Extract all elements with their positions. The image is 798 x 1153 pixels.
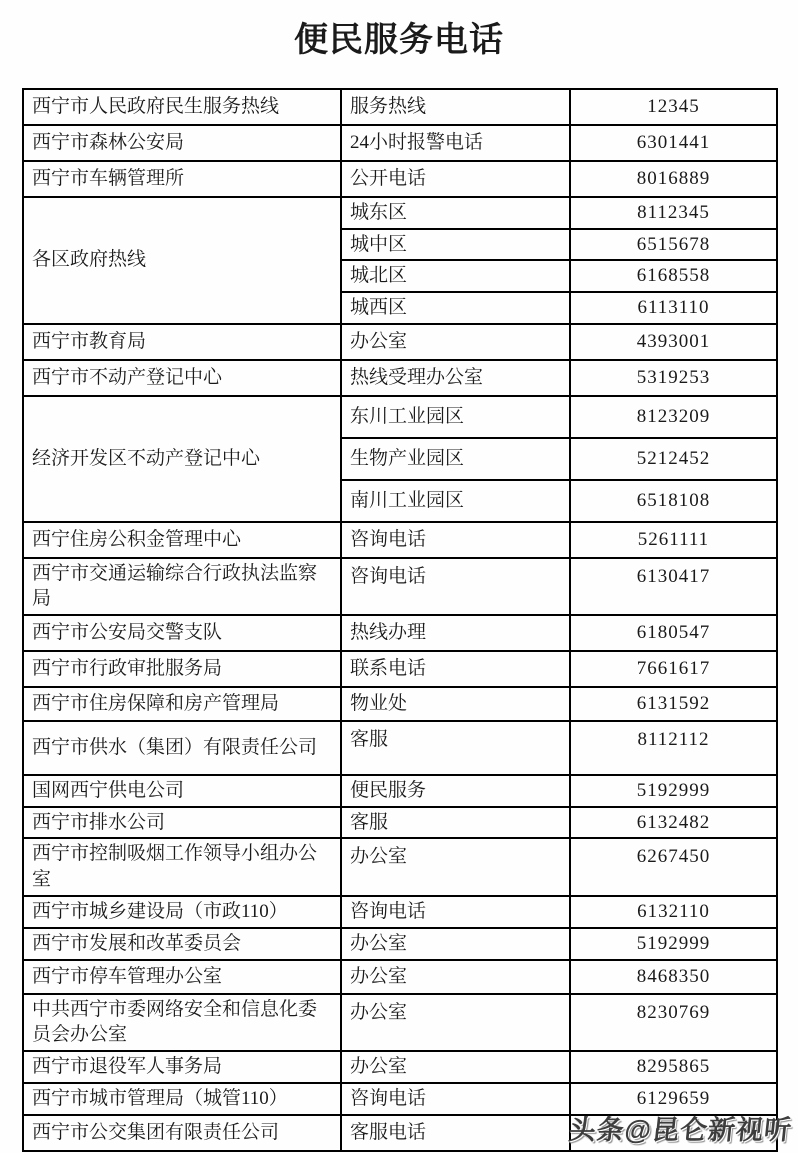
service-label-cell: 联系电话: [341, 651, 570, 687]
phone-number-cell: 6515678: [570, 229, 777, 261]
org-cell: 西宁市公安局交警支队: [23, 615, 341, 651]
org-cell: 国网西宁供电公司: [23, 775, 341, 807]
service-label-cell: 咨询电话: [341, 558, 570, 615]
service-label-cell: 服务热线: [341, 89, 570, 125]
phone-number-cell: 8230769: [570, 994, 777, 1051]
org-cell: 中共西宁市委网络安全和信息化委员会办公室: [23, 994, 341, 1051]
org-cell: 西宁住房公积金管理中心: [23, 522, 341, 558]
org-cell: 西宁市停车管理办公室: [23, 960, 341, 994]
phone-number-cell: 6132110: [570, 896, 777, 928]
phone-number-cell: 6168558: [570, 260, 777, 292]
table-row: [23, 197, 777, 229]
phone-number-cell: 6518108: [570, 480, 777, 522]
phone-number-cell: 4393001: [570, 324, 777, 360]
service-label-cell: 热线受理办公室: [341, 360, 570, 396]
table-row: [23, 522, 777, 558]
org-cell: 西宁市控制吸烟工作领导小组办公室: [23, 838, 341, 895]
service-label-cell: 物业处: [341, 687, 570, 721]
phone-number-cell: 6129659: [570, 1083, 777, 1115]
table-body: [23, 89, 777, 1151]
service-label-cell: 客服: [341, 721, 570, 775]
service-label-cell: 城北区: [341, 260, 570, 292]
service-label-cell: 客服: [341, 807, 570, 839]
service-label-cell: 办公室: [341, 960, 570, 994]
org-cell: 西宁市教育局: [23, 324, 341, 360]
table-row: [23, 994, 777, 1051]
service-label-cell: 生物产业园区: [341, 438, 570, 480]
service-label-cell: 办公室: [341, 838, 570, 895]
phone-number-cell: 8016889: [570, 161, 777, 197]
org-cell: 西宁市发展和改革委员会: [23, 928, 341, 960]
phone-number-cell: 5261111: [570, 522, 777, 558]
phone-number-cell: 5192999: [570, 775, 777, 807]
phone-number-cell: 8295865: [570, 1051, 777, 1083]
phone-number-cell: 8468350: [570, 960, 777, 994]
table-row: [23, 838, 777, 895]
phone-number-cell: 5192999: [570, 928, 777, 960]
service-label-cell: 热线办理: [341, 615, 570, 651]
org-cell: 西宁市排水公司: [23, 807, 341, 839]
service-label-cell: 城西区: [341, 292, 570, 324]
service-label-cell: 咨询电话: [341, 1083, 570, 1115]
org-cell: 各区政府热线: [23, 197, 341, 324]
phone-number-cell: 6180547: [570, 615, 777, 651]
service-label-cell: 东川工业园区: [341, 396, 570, 438]
service-label-cell: 城中区: [341, 229, 570, 261]
org-cell: 西宁市城市管理局（城管110）: [23, 1083, 341, 1115]
service-label-cell: 咨询电话: [341, 522, 570, 558]
org-cell: 西宁市住房保障和房产管理局: [23, 687, 341, 721]
service-label-cell: 办公室: [341, 994, 570, 1051]
org-cell: 西宁市森林公安局: [23, 125, 341, 161]
org-cell: 西宁市人民政府民生服务热线: [23, 89, 341, 125]
service-label-cell: 24小时报警电话: [341, 125, 570, 161]
phone-number-cell: 5212452: [570, 438, 777, 480]
watermark: 头条@昆仑新视听: [566, 1115, 794, 1145]
org-cell: 西宁市供水（集团）有限责任公司: [23, 721, 341, 775]
page-title: 便民服务电话: [294, 22, 504, 59]
org-cell: 西宁市退役军人事务局: [23, 1051, 341, 1083]
table-row: [23, 687, 777, 721]
table-row: [23, 558, 777, 615]
org-cell: 西宁市交通运输综合行政执法监察局: [23, 558, 341, 615]
table-row: [23, 960, 777, 994]
org-cell: 西宁市不动产登记中心: [23, 360, 341, 396]
table-row: [23, 775, 777, 807]
service-label-cell: 办公室: [341, 324, 570, 360]
table-row: [23, 125, 777, 161]
service-label-cell: 南川工业园区: [341, 480, 570, 522]
service-label-cell: 便民服务: [341, 775, 570, 807]
service-label-cell: 公开电话: [341, 161, 570, 197]
phone-number-cell: 6132482: [570, 807, 777, 839]
table-row: [23, 615, 777, 651]
phone-number-cell: 6267450: [570, 838, 777, 895]
service-label-cell: 客服电话: [341, 1115, 570, 1151]
org-cell: 西宁市城乡建设局（市政110）: [23, 896, 341, 928]
phone-number-cell: 6131592: [570, 687, 777, 721]
org-cell: 西宁市行政审批服务局: [23, 651, 341, 687]
phone-number-cell: 7661617: [570, 651, 777, 687]
table-row: [23, 161, 777, 197]
phone-number-cell: 6113110: [570, 292, 777, 324]
table-row: [23, 651, 777, 687]
org-cell: 经济开发区不动产登记中心: [23, 396, 341, 522]
table-row: [23, 360, 777, 396]
phone-number-cell: 8123209: [570, 396, 777, 438]
table-row: [23, 396, 777, 438]
phone-number-cell: 6130417: [570, 558, 777, 615]
table-row: [23, 1051, 777, 1083]
table-row: [23, 807, 777, 839]
table-row: [23, 324, 777, 360]
phone-number-cell: 6301441: [570, 125, 777, 161]
table-row: [23, 928, 777, 960]
phone-number-cell: 8112112: [570, 721, 777, 775]
org-cell: 西宁市公交集团有限责任公司: [23, 1115, 341, 1151]
service-label-cell: 城东区: [341, 197, 570, 229]
phone-number-cell: 5319253: [570, 360, 777, 396]
table-row: [23, 721, 777, 775]
phone-number-cell: 12345: [570, 89, 777, 125]
table-row: [23, 89, 777, 125]
org-cell: 西宁市车辆管理所: [23, 161, 341, 197]
service-label-cell: 办公室: [341, 928, 570, 960]
service-label-cell: 咨询电话: [341, 896, 570, 928]
phone-number-cell: 8112345: [570, 197, 777, 229]
table-row: [23, 896, 777, 928]
service-label-cell: 办公室: [341, 1051, 570, 1083]
service-phone-table: [22, 88, 778, 1152]
